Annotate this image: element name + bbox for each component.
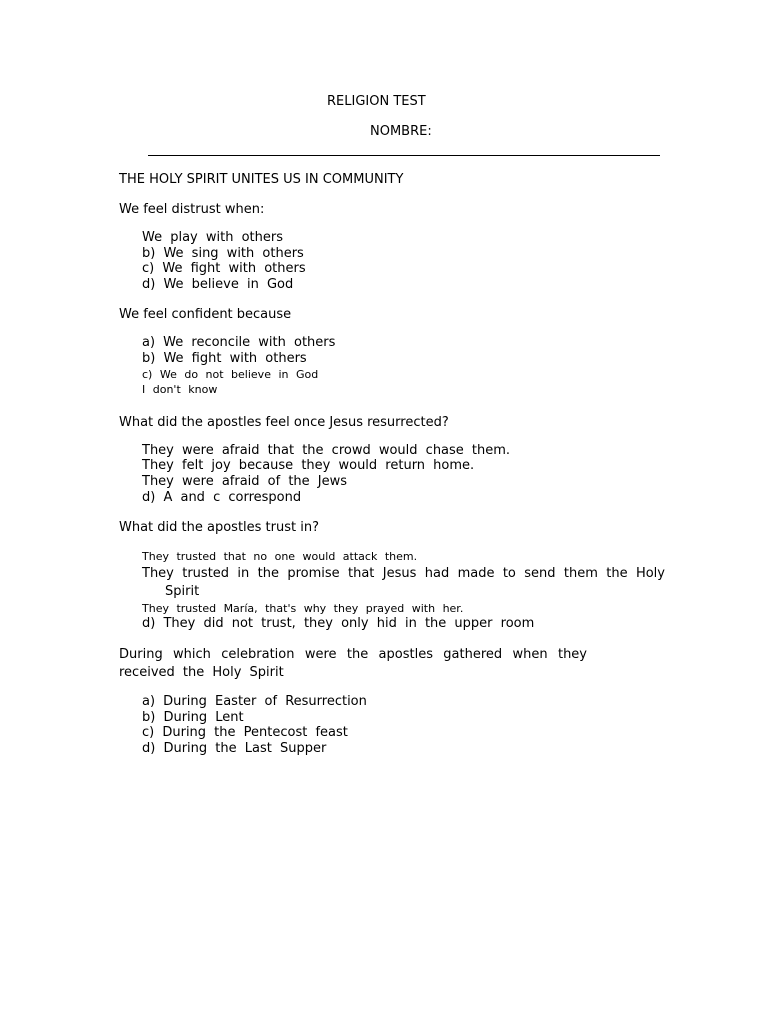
option-item: I don't know: [142, 383, 218, 397]
option-item: They trusted María, that's why they prayed with her.: [142, 601, 464, 615]
option-item: They felt joy because they would return home.: [142, 458, 475, 474]
option-item: c) We fight with others: [142, 261, 306, 277]
name-blank-line: [148, 155, 660, 156]
question-2-options: [119, 335, 665, 397]
option-item: They were afraid that the crowd would chase them.: [142, 442, 511, 458]
option-item: b) We sing with others: [142, 245, 304, 261]
question-3-options: [119, 443, 665, 505]
name-label: NOMBRE:: [370, 124, 432, 139]
question-5: During which celebration were the apostles gathered when they received the Holy Spirit: [119, 646, 587, 680]
option-item: d) During the Last Supper: [142, 740, 327, 756]
option-item: They were afraid of the Jews: [142, 473, 348, 489]
option-item: We play with others: [142, 230, 283, 245]
option-item: c) We do not believe in God: [142, 367, 319, 381]
page-title: RELIGION TEST: [327, 94, 426, 109]
option-item: They trusted in the promise that Jesus had made to send them the Holy Spirit: [142, 565, 665, 599]
question-3: What did the apostles feel once Jesus resurrected?: [119, 414, 449, 430]
option-item: d) They did not trust, they only hid in the upper room: [142, 616, 535, 632]
option-item: d) We believe in God: [142, 276, 294, 292]
test-content: [119, 172, 665, 770]
option-item: c) During the Pentecost feast: [142, 725, 348, 741]
question-1-options: [119, 230, 665, 292]
option-item: a) During Easter of Resurrection: [142, 693, 367, 709]
option-item: b) During Lent: [142, 709, 244, 725]
option-item: b) We fight with others: [142, 350, 307, 366]
section-heading: THE HOLY SPIRIT UNITES US IN COMMUNITY: [119, 172, 404, 187]
question-5-options: [119, 694, 665, 756]
question-2: We feel confident because: [119, 307, 292, 323]
option-item: d) A and c correspond: [142, 489, 302, 505]
option-item: a) We reconcile with others: [142, 335, 336, 351]
option-item: They trusted that no one would attack them.: [142, 550, 418, 564]
question-1: We feel distrust when:: [119, 202, 265, 217]
question-4-options: [119, 549, 665, 632]
question-4: What did the apostles trust in?: [119, 520, 319, 536]
